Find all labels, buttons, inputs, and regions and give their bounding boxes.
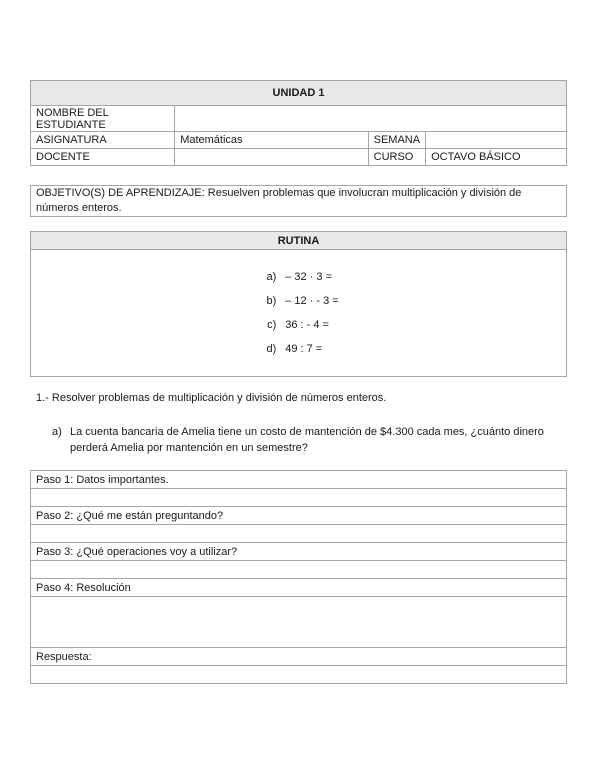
rutina-item-expression: – 32 · 3 =	[285, 271, 333, 283]
course-value: OCTAVO BÁSICO	[426, 149, 567, 166]
rutina-title: RUTINA	[31, 232, 567, 250]
rutina-item-letter: d)	[266, 343, 277, 355]
rutina-item-expression: – 12 · - 3 =	[285, 295, 339, 307]
rutina-item-expression: 49 : 7 =	[285, 343, 323, 355]
unit-title: UNIDAD 1	[31, 81, 567, 106]
rutina-item-letter: a)	[266, 271, 277, 283]
step-answer-field[interactable]	[31, 489, 567, 507]
step-answer-field[interactable]	[31, 525, 567, 543]
subject-label: ASIGNATURA	[31, 132, 175, 149]
week-label: SEMANA	[368, 132, 425, 149]
objective-text: OBJETIVO(S) DE APRENDIZAJE: Resuelven problemas que involucran multiplicación y división de números enteros.	[31, 186, 567, 217]
student-name-field[interactable]	[175, 106, 567, 132]
rutina-item-expression: 36 : - 4 =	[285, 319, 329, 331]
problem-statement	[52, 424, 552, 456]
instruction-text: 1.- Resolver problemas de multiplicación y división de números enteros.	[36, 392, 387, 404]
week-field[interactable]	[426, 132, 567, 149]
rutina-table	[30, 231, 567, 377]
step-answer-field[interactable]	[31, 561, 567, 579]
rutina-item-letter: b)	[266, 295, 277, 307]
problem-letter: a)	[52, 426, 62, 438]
rutina-list	[258, 265, 339, 361]
teacher-field[interactable]	[175, 149, 368, 166]
course-label: CURSO	[368, 149, 425, 166]
rutina-item-letter: c)	[267, 319, 277, 331]
step-label: Paso 1: Datos importantes.	[31, 471, 567, 489]
resolution-field[interactable]	[31, 597, 567, 648]
rutina-item	[258, 289, 339, 313]
teacher-label: DOCENTE	[31, 149, 175, 166]
problem-text: La cuenta bancaria de Amelia tiene un costo de mantención de $4.300 cada mes, ¿cuánto dinero perderá Amelia por mantención en un semestre?	[70, 426, 544, 454]
subject-value: Matemáticas	[175, 132, 368, 149]
student-info-table	[30, 80, 567, 166]
rutina-body	[31, 250, 567, 377]
step-label: Paso 4: Resolución	[31, 579, 567, 597]
student-name-label: NOMBRE DEL ESTUDIANTE	[31, 106, 175, 132]
step-label: Paso 2: ¿Qué me están preguntando?	[31, 507, 567, 525]
answer-label: Respuesta:	[31, 648, 567, 666]
steps-table	[30, 470, 567, 684]
rutina-item	[258, 337, 339, 361]
rutina-item	[258, 265, 339, 289]
step-label: Paso 3: ¿Qué operaciones voy a utilizar?	[31, 543, 567, 561]
rutina-item	[258, 313, 339, 337]
answer-field[interactable]	[31, 666, 567, 684]
objective-box	[30, 185, 567, 217]
